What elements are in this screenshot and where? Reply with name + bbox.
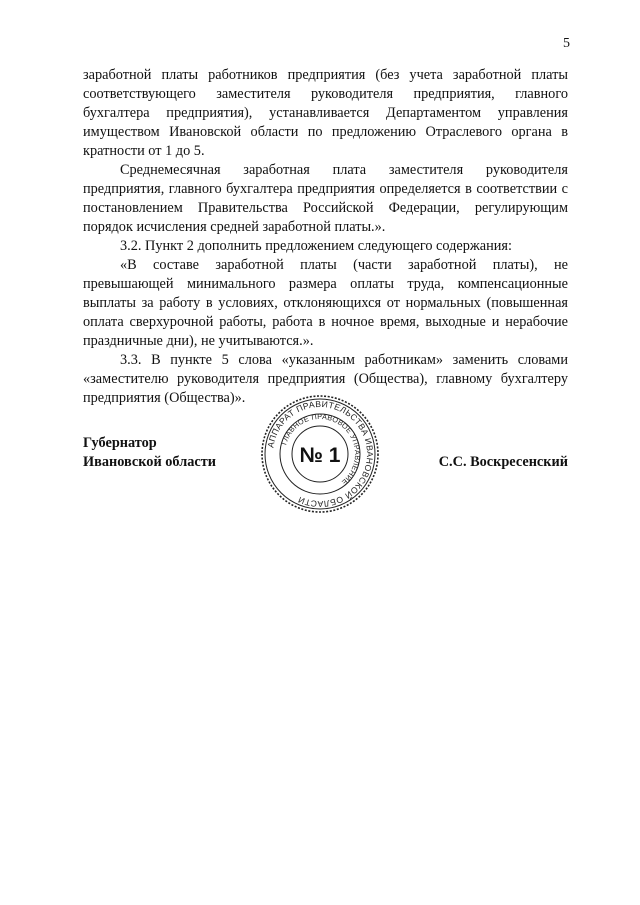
document-body [83, 66, 568, 408]
seal-inner-text: ГЛАВНОЕ ПРАВОВОЕ УПРАВЛЕНИЕ [279, 411, 363, 488]
paragraph-average-salary: Среднемесячная заработная плата заместителя руководителя предприятия, главного бухгалтера предприятия определяется в соответствии с постановлением Правительства Российской Федерации, регулирующим порядок исчисления средней заработной платы.». [83, 162, 568, 235]
seal-outer-text: АППАРАТ ПРАВИТЕЛЬСТВА ИВАНОВСКОЙ ОБЛАСТИ [265, 398, 376, 510]
official-seal [259, 393, 381, 515]
page-number: 5 [563, 36, 570, 51]
signatory-title-line1: Губернатор [83, 435, 157, 451]
signatory-title-line2: Ивановской области [83, 454, 216, 470]
signatory-title [83, 434, 216, 472]
paragraph-quoted-addition: «В составе заработной платы (части заработной платы), не превышающей минимального размера оплаты труда, компенсационные выплаты за работу в условиях, отклоняющихся от нормальных (повышенная оплата сверхурочной работы, работа в ночное время, выходные и нерабочие праздничные дни), не учитываются.». [83, 257, 568, 349]
paragraph-item-3-2: 3.2. Пункт 2 дополнить предложением следующего содержания: [120, 238, 512, 254]
paragraph-continuation: заработной платы работников предприятия (без учета заработной платы соответствующего заместителя руководителя предприятия, главного бухгалтера предприятия), устанавливается Департаментом управления имуществом Ивановской области по предложению Отраслевого органа в кратности от 1 до 5. [83, 67, 568, 159]
seal-number: № 1 [299, 444, 341, 467]
seal-stamp-icon [259, 393, 381, 515]
paragraph-item-3-3: 3.3. В пункте 5 слова «указанным работникам» заменить словами «заместителю руководителя предприятия (Общества), главному бухгалтеру предприятия (Общества)». [83, 352, 568, 406]
signatory-name: С.С. Воскресенский [438, 454, 568, 470]
